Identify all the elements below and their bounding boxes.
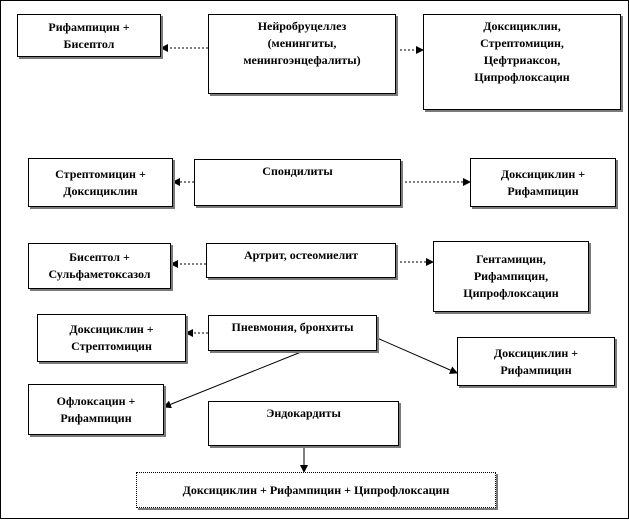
- node-label: Доксициклин + Рифампицин + Ципрофлоксацин: [182, 482, 450, 497]
- node-pneu-left-top: [37, 314, 186, 362]
- node-label: Гентамицин, Рифампицин, Ципрофлоксацин: [463, 252, 559, 300]
- node-neuro-right: [423, 14, 621, 110]
- node-pneumonia: [208, 315, 377, 351]
- node-neurobrucellosis: [208, 14, 396, 94]
- node-label: Доксициклин + Стрептомицин: [69, 322, 154, 353]
- node-label: Доксициклин, Стрептомицин, Цефтриаксон, Ципрофлоксацин: [474, 19, 570, 84]
- node-label: Спондилиты: [262, 164, 333, 178]
- node-label: Доксициклин + Рифампицин: [500, 166, 586, 198]
- node-label: Артрит, остеомиелит: [243, 248, 359, 262]
- node-arthr-left: [28, 243, 171, 289]
- node-label: Нейробруцеллез (менингиты, менингоэнцефалиты): [243, 19, 361, 67]
- node-pneu-left-bottom: [28, 384, 164, 435]
- node-neuro-left: [17, 14, 161, 57]
- node-label: Пневмония, бронхиты: [231, 320, 354, 334]
- node-label: Эндокардиты: [266, 406, 341, 420]
- node-endocarditis: [208, 401, 399, 446]
- node-arthritis: [206, 243, 396, 278]
- node-endo-bottom: [136, 472, 496, 508]
- node-label: Бисептол + Сульфаметоксазол: [48, 250, 151, 281]
- node-arthr-right: [433, 241, 589, 312]
- node-label: Офлоксацин + Рифампицин: [56, 393, 136, 425]
- node-label: Рифампицин + Бисептол: [48, 19, 130, 51]
- arrow-pneu-to-right: [377, 338, 457, 373]
- node-label: Стрептомицин + Доксициклин: [55, 166, 146, 198]
- node-spondylitis: [194, 159, 401, 206]
- node-pneu-right: [457, 337, 615, 386]
- node-spond-right: [470, 158, 616, 207]
- node-spond-left: [28, 158, 173, 207]
- node-label: Доксициклин + Рифампицин: [493, 345, 579, 377]
